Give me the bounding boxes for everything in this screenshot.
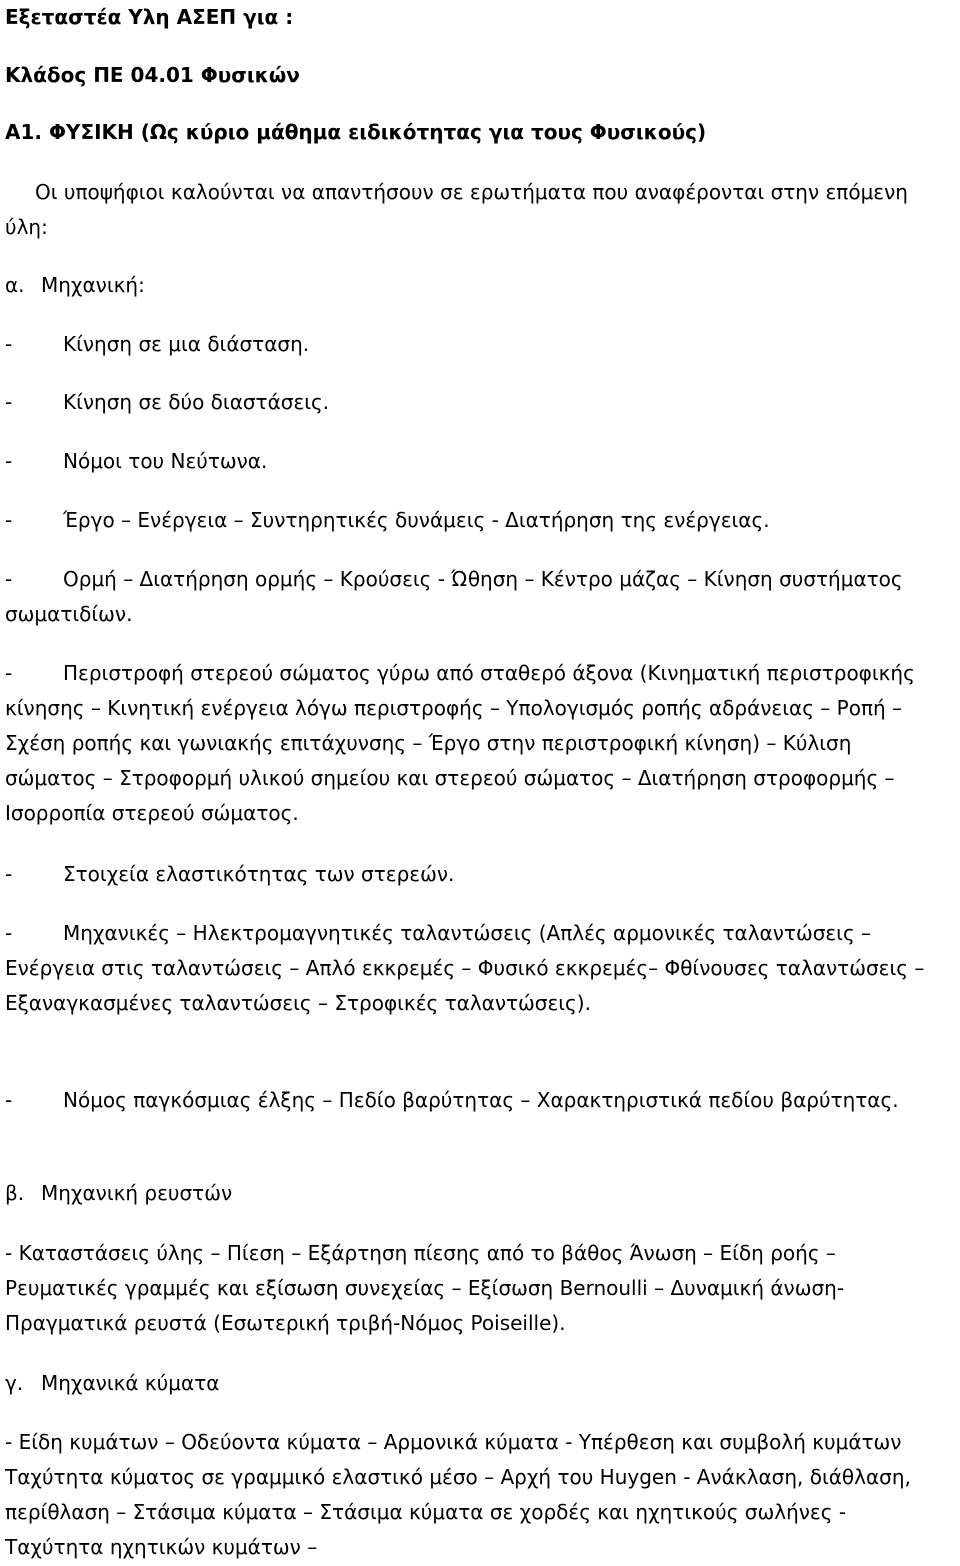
list-item-text: Κίνηση σε δύο διαστάσεις. (63, 390, 330, 414)
document-title: Εξεταστέα Υλη ΑΣΕΠ για : (5, 5, 294, 29)
list-item-text: Κίνηση σε μια διάσταση. (63, 332, 310, 356)
section-waves-text: - Είδη κυμάτων – Οδεύοντα κύματα – Αρμονικά κύματα - Υπέρθεση και συμβολή κυμάτων Ταχύτητα κύματος σε γραμμικό ελαστικό μέσο – Αρχή του Huygen - Ανάκλαση, διάθλαση, περίθλαση – Στάσιμα κύματα – Στάσιμα κύματα σε χορδές και ηχητικούς σωλήνες - Ταχύτητα ηχητικών κυμάτων – (5, 1430, 911, 1559)
section-letter: α. (5, 273, 25, 297)
list-item (5, 562, 940, 632)
bullet-dash: - (5, 862, 13, 886)
section-letter: γ. (5, 1371, 24, 1395)
list-item (5, 656, 940, 831)
bullet-dash: - (5, 390, 13, 414)
branch-heading: Κλάδος ΠΕ 04.01 Φυσικών (5, 63, 300, 87)
list-item (5, 1083, 940, 1118)
list-item (5, 503, 940, 538)
bullet-dash: - (5, 661, 13, 685)
list-item (5, 444, 940, 479)
list-item-text: Νόμος παγκόσμιας έλξης – Πεδίο βαρύτητας – Χαρακτηριστικά πεδίου βαρύτητας. (63, 1088, 899, 1112)
list-item-text: Νόμοι του Νεύτωνα. (63, 449, 268, 473)
bullet-dash: - (5, 332, 13, 356)
bullet-dash: - (5, 449, 13, 473)
section-mechanics-title (5, 268, 940, 303)
list-item-text: Ορμή – Διατήρηση ορμής – Κρούσεις - Ώθηση – Κέντρο μάζας – Κίνηση συστήματος σωματιδίων. (5, 567, 903, 626)
bullet-dash: - (5, 508, 13, 532)
list-item (5, 857, 940, 892)
list-item (5, 916, 940, 1021)
list-item-text: Περιστροφή στερεού σώματος γύρω από σταθερό άξονα (Κινηματική περιστροφικής κίνησης – Κινητική ενέργεια λόγω περιστροφής – Υπολογισμός ροπής αδράνειας – Ροπή – Σχέση ροπής και γωνιακής επιτάχυνσης – Έργο στην περιστροφική κίνηση) – Κύλιση σώματος – Στροφορμή υλικού σημείου και στερεού σώματος – Διατήρηση στροφορμής – Ισορροπία στερεού σώματος. (5, 661, 915, 825)
list-item-text: Μηχανικές – Ηλεκτρομαγνητικές ταλαντώσεις (Απλές αρμονικές ταλαντώσεις – Ενέργεια στις ταλαντώσεις – Απλό εκκρεμές – Φυσικό εκκρεμές– Φθίνουσες ταλαντώσεις – Εξαναγκασμένες ταλαντώσεις – Στροφικές ταλαντώσεις). (5, 921, 925, 1015)
bullet-dash: - (5, 567, 13, 591)
section-fluids-text: - Καταστάσεις ύλης – Πίεση – Εξάρτηση πίεσης από το βάθος Άνωση – Είδη ροής – Ρευματικές γραμμές και εξίσωση συνεχείας – Εξίσωση Bernoulli – Δυναμική άνωση-Πραγματικά ρευστά (Εσωτερική τριβή-Νόμος Poiseille). (5, 1241, 845, 1335)
list-item-text: Στοιχεία ελαστικότητας των στερεών. (63, 862, 455, 886)
bullet-dash: - (5, 921, 13, 945)
section-waves-title (5, 1366, 940, 1401)
list-item (5, 327, 940, 362)
list-item-text: Έργο – Ενέργεια – Συντηρητικές δυνάμεις - Διατήρηση της ενέργειας. (63, 508, 770, 532)
section-fluids-title (5, 1176, 940, 1211)
list-item (5, 385, 940, 420)
intro-paragraph: Οι υποψήφιοι καλούνται να απαντήσουν σε ερωτήματα που αναφέρονται στην επόμενη ύλη: (5, 180, 908, 239)
section-letter: β. (5, 1181, 25, 1205)
bullet-dash: - (5, 1088, 13, 1112)
section-heading: Α1. ΦΥΣΙΚΗ (Ως κύριο μάθημα ειδικότητας για τους Φυσικούς) (5, 120, 707, 144)
section-title-text: Μηχανική ρευστών (41, 1181, 233, 1205)
section-title-text: Μηχανική: (41, 273, 145, 297)
section-title-text: Μηχανικά κύματα (41, 1371, 220, 1395)
